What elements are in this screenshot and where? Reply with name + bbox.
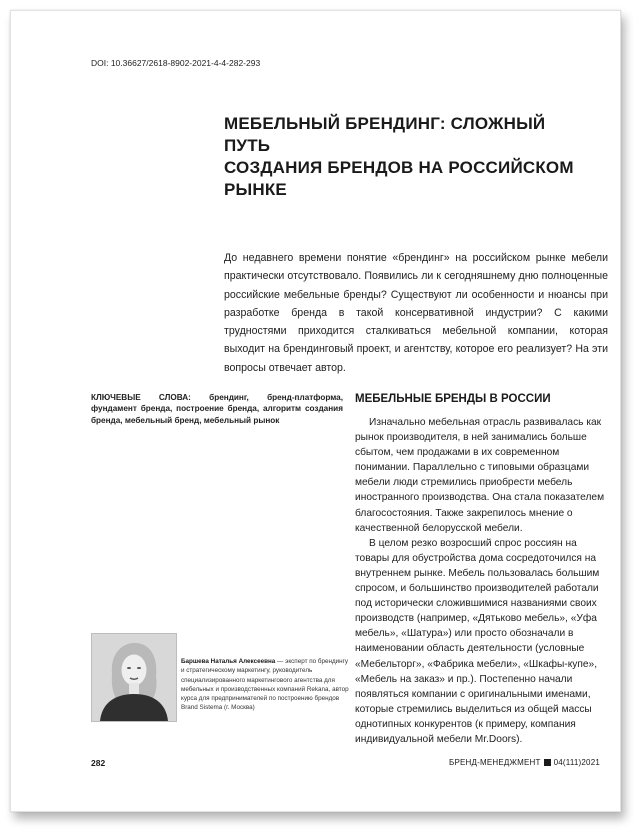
paragraph: Изначально мебельная отрасль развивалась как рынок производителя, в ней занимались больше сбытом, чем продажами в их современном понимании. Параллельно с типовыми образцами мебели люди стремились приобрести мебель иностранного производства. Она стала показателем благосостояния. Также закрепилось мнение о качественной белорусской мебели. (355, 417, 605, 534)
issue-number: 04(111)2021 (553, 758, 600, 767)
section-title: МЕБЕЛЬНЫЕ БРЕНДЫ В РОССИИ (355, 393, 551, 405)
journal-page (10, 10, 621, 812)
page-number: 282 (91, 758, 106, 768)
title-line: СОЗДАНИЯ БРЕНДОВ НА РОССИЙСКОМ (224, 158, 574, 177)
title-line: РЫНКЕ (224, 180, 287, 199)
doi: DOI: 10.36627/2618-8902-2021-4-4-282-293 (91, 58, 261, 68)
square-bullet-icon (544, 759, 551, 766)
keywords: КЛЮЧЕВЫЕ СЛОВА: брендинг, бренд-платформа, фундамент бренда, построение бренда, алгоритм создания бренда, мебельный бренд, мебельный рынок (91, 393, 343, 425)
article-lead: До недавнего времени понятие «брендинг» на российском рынке мебели практически отсутствовало. Появились ли к сегодняшнему дню полноценные российские мебельные бренды? Существуют ли особенности и нюансы при разработке бренда в такой консервативной индустрии? С какими трудностями приходится сталкиваться мебельной компании, которая выходит на брендинговый проект, и агентству, которое его реализует? На эти вопросы отвечает автор. (224, 252, 608, 374)
body-text (355, 415, 609, 747)
title-line: МЕБЕЛЬНЫЙ БРЕНДИНГ: СЛОЖНЫЙ ПУТЬ (224, 114, 546, 155)
article-title (224, 113, 584, 201)
author-photo (91, 633, 177, 722)
author-bio-text: — эксперт по брендингу и стратегическому маркетингу, руководитель специализированного маркетингового агентства для мебельных и производственных компаний Rekana, автор курса для предпринимателей по построению брендов Brand Sistema (г. Москва) (181, 658, 349, 712)
journal-name: БРЕНД-МЕНЕДЖМЕНТ (449, 758, 541, 767)
author-bio (181, 657, 349, 713)
running-footer (449, 758, 600, 767)
paragraph: В целом резко возросший спрос россиян на товары для обустройства дома сосредоточился на внутреннем рынке. Мебель пользовалась большим спросом, и большинство производителей работали под исторически сложившимися названиями своих производств (например, «Дятьково мебель», «Уфа мебель», «Шатура») или просто обозначали в наименовании область деятельности (условные «Мебельторг», «Фабрика мебели», «Шкафы-купе», «Мебель на заказ» и пр.). Постепенно начали появляться компании с оригинальными именами, которые стремились выделиться из общей массы однотипных конкурентов (к примеру, компания индивидуальной мебели Mr.Doors). (355, 537, 600, 745)
author-name: Баршева Наталья Алексеевна (181, 658, 276, 665)
